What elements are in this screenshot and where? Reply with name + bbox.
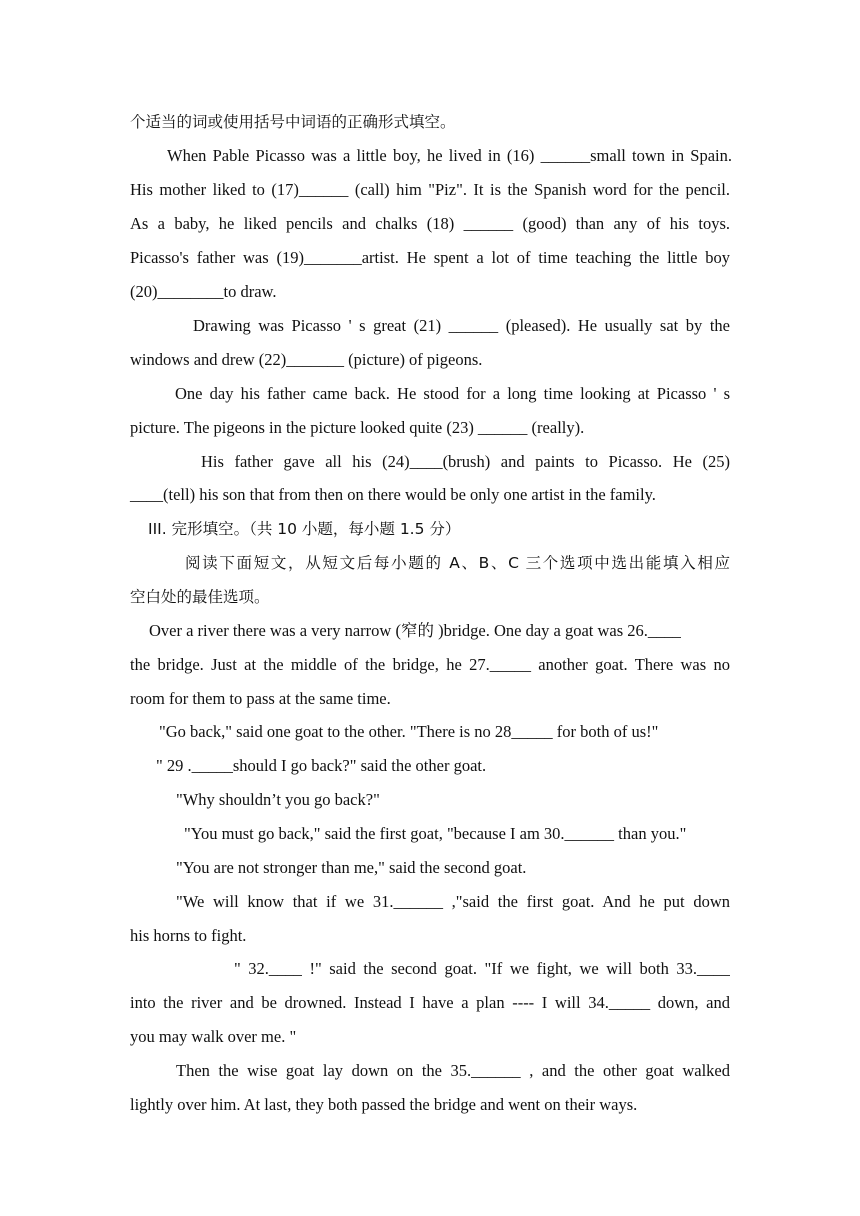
- section-heading: III. 完形填空。（共 10 小题，每小题 1.5 分）: [148, 520, 461, 538]
- story-line: "You are not stronger than me," said the second goat.: [176, 858, 527, 877]
- instruction-line: 阅读下面短文，从短文后每小题的 A、B、C 三个选项中选出能填入相应: [185, 554, 730, 572]
- passage-line: picture. The pigeons in the picture looked quite (23) ______ (really).: [130, 418, 585, 437]
- story-line: "Why shouldn’t you go back?": [176, 790, 380, 809]
- story-line: his horns to fight.: [130, 926, 247, 945]
- passage-line: His father gave all his (24)____(brush) and paints to Picasso. He (25): [201, 452, 730, 471]
- story-line: "We will know that if we 31.______ ,"said the first goat. And he put down: [176, 892, 730, 911]
- instruction-line: 空白处的最佳选项。: [130, 588, 270, 606]
- passage-line: ____(tell) his son that from then on there would be only one artist in the family.: [130, 485, 656, 504]
- story-line: you may walk over me. ": [130, 1027, 297, 1046]
- passage-line: windows and drew (22)_______ (picture) of pigeons.: [130, 350, 483, 369]
- passage-line: One day his father came back. He stood for a long time looking at Picasso ' s: [175, 384, 730, 403]
- story-line: the bridge. Just at the middle of the bridge, he 27._____ another goat. There was no: [130, 655, 730, 674]
- passage-line: When Pable Picasso was a little boy, he lived in (16) ______small town in Spain.: [167, 146, 732, 165]
- passage-line: As a baby, he liked pencils and chalks (18) ______ (good) than any of his toys.: [130, 214, 730, 233]
- passage-line: (20)________to draw.: [130, 282, 277, 301]
- story-line: " 29 ._____should I go back?" said the other goat.: [156, 756, 487, 775]
- story-line: Over a river there was a very narrow (窄的 )bridge. One day a goat was 26.____: [149, 621, 681, 640]
- story-line: Then the wise goat lay down on the 35.______ , and the other goat walked: [176, 1061, 730, 1080]
- story-line: "Go back," said one goat to the other. "There is no 28_____ for both of us!": [159, 722, 659, 741]
- story-line: " 32.____ !" said the second goat. "If we fight, we will both 33.____: [234, 959, 730, 978]
- instruction-line: 个适当的词或使用括号中词语的正确形式填空。: [130, 113, 456, 131]
- story-line: room for them to pass at the same time.: [130, 689, 391, 708]
- passage-line: Drawing was Picasso ' s great (21) ______ (pleased). He usually sat by the: [193, 316, 730, 335]
- passage-line: His mother liked to (17)______ (call) him "Piz". It is the Spanish word for the pencil.: [130, 180, 730, 199]
- story-line: lightly over him. At last, they both passed the bridge and went on their ways.: [130, 1095, 638, 1114]
- story-line: into the river and be drowned. Instead I have a plan ---- I will 34._____ down, and: [130, 993, 730, 1012]
- story-line: "You must go back," said the first goat, "because I am 30.______ than you.": [184, 824, 687, 843]
- passage-line: Picasso's father was (19)_______artist. He spent a lot of time teaching the little boy: [130, 248, 730, 267]
